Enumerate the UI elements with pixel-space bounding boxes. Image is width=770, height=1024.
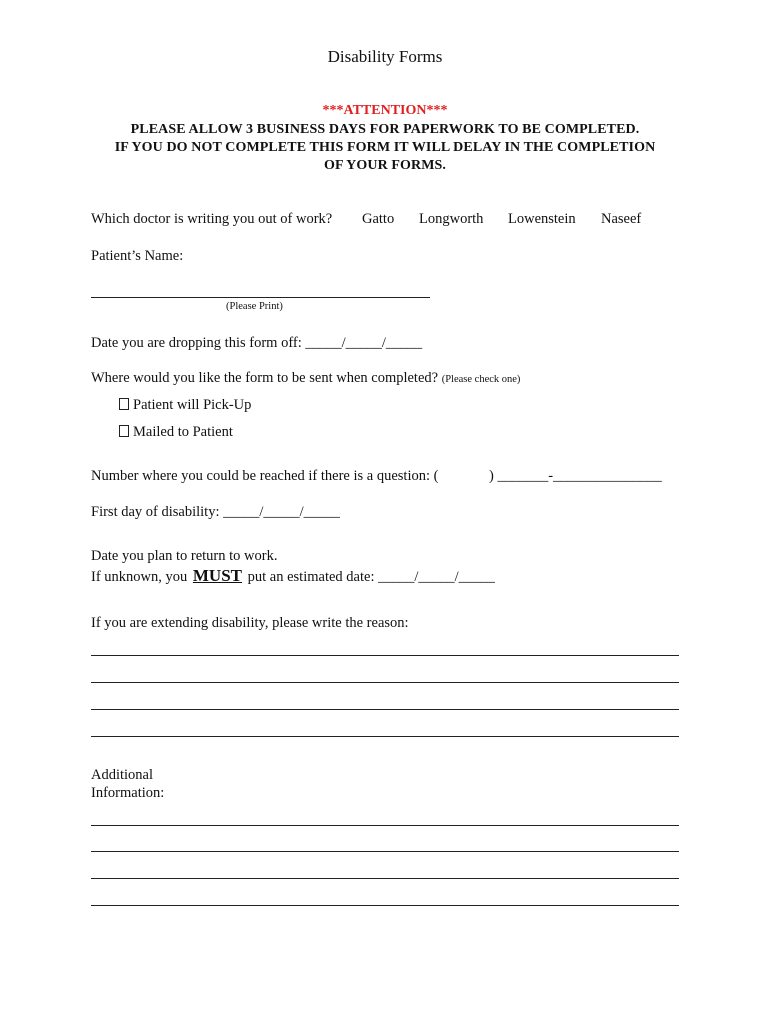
extension-line-2[interactable] xyxy=(91,682,679,683)
patient-name-label: Patient’s Name: xyxy=(91,248,184,264)
extension-line-4[interactable] xyxy=(91,736,679,737)
mail-checkbox[interactable] xyxy=(119,425,129,437)
delivery-option-pickup[interactable] xyxy=(119,397,251,414)
delivery-hint: (Please check one) xyxy=(441,374,521,385)
extension-line-1[interactable] xyxy=(91,655,679,656)
additional-line-2[interactable] xyxy=(91,851,679,852)
additional-line-1[interactable] xyxy=(91,825,679,826)
extension-line-3[interactable] xyxy=(91,709,679,710)
return-prefix: If unknown, you xyxy=(91,569,188,585)
must-emphasis: MUST xyxy=(192,566,243,585)
additional-label-line-1: Additional xyxy=(91,767,154,783)
phone-number-field[interactable]: ) _______-_______________ xyxy=(489,468,662,484)
pickup-checkbox[interactable] xyxy=(119,398,129,410)
pickup-label: Patient will Pick-Up xyxy=(133,397,252,413)
extension-reason-label: If you are extending disability, please write the reason: xyxy=(91,615,409,631)
delivery-question xyxy=(91,370,520,387)
return-date-label: Date you plan to return to work. xyxy=(91,548,278,564)
page-title: Disability Forms xyxy=(327,47,443,66)
patient-name-line[interactable] xyxy=(91,297,430,298)
return-date-field[interactable] xyxy=(91,566,495,586)
notice-line-3: OF YOUR FORMS. xyxy=(323,158,447,173)
mail-label: Mailed to Patient xyxy=(133,424,233,440)
delivery-option-mail[interactable] xyxy=(119,424,233,441)
attention-heading: ***ATTENTION*** xyxy=(322,103,448,118)
phone-label: Number where you could be reached if there is a question: ( xyxy=(91,468,439,484)
doctor-option-gatto[interactable]: Gatto xyxy=(362,211,395,227)
doctor-option-lowenstein[interactable]: Lowenstein xyxy=(508,211,576,227)
additional-line-4[interactable] xyxy=(91,905,679,906)
delivery-question-text: Where would you like the form to be sent when completed? xyxy=(91,370,439,386)
first-day-field[interactable]: First day of disability: _____/_____/_____ xyxy=(91,504,340,520)
drop-off-date-field[interactable]: Date you are dropping this form off: _____/_____/_____ xyxy=(91,335,423,351)
doctor-option-naseef[interactable]: Naseef xyxy=(601,211,642,227)
notice-line-2: IF YOU DO NOT COMPLETE THIS FORM IT WILL DELAY IN THE COMPLETION xyxy=(114,140,656,155)
additional-label-line-2: Information: xyxy=(91,785,165,801)
notice-line-1: PLEASE ALLOW 3 BUSINESS DAYS FOR PAPERWORK TO BE COMPLETED. xyxy=(130,122,640,137)
doctor-question: Which doctor is writing you out of work? xyxy=(91,211,333,227)
return-suffix: put an estimated date: _____/_____/_____ xyxy=(247,569,495,585)
doctor-option-longworth[interactable]: Longworth xyxy=(419,211,484,227)
patient-name-hint: (Please Print) xyxy=(226,301,283,312)
additional-line-3[interactable] xyxy=(91,878,679,879)
